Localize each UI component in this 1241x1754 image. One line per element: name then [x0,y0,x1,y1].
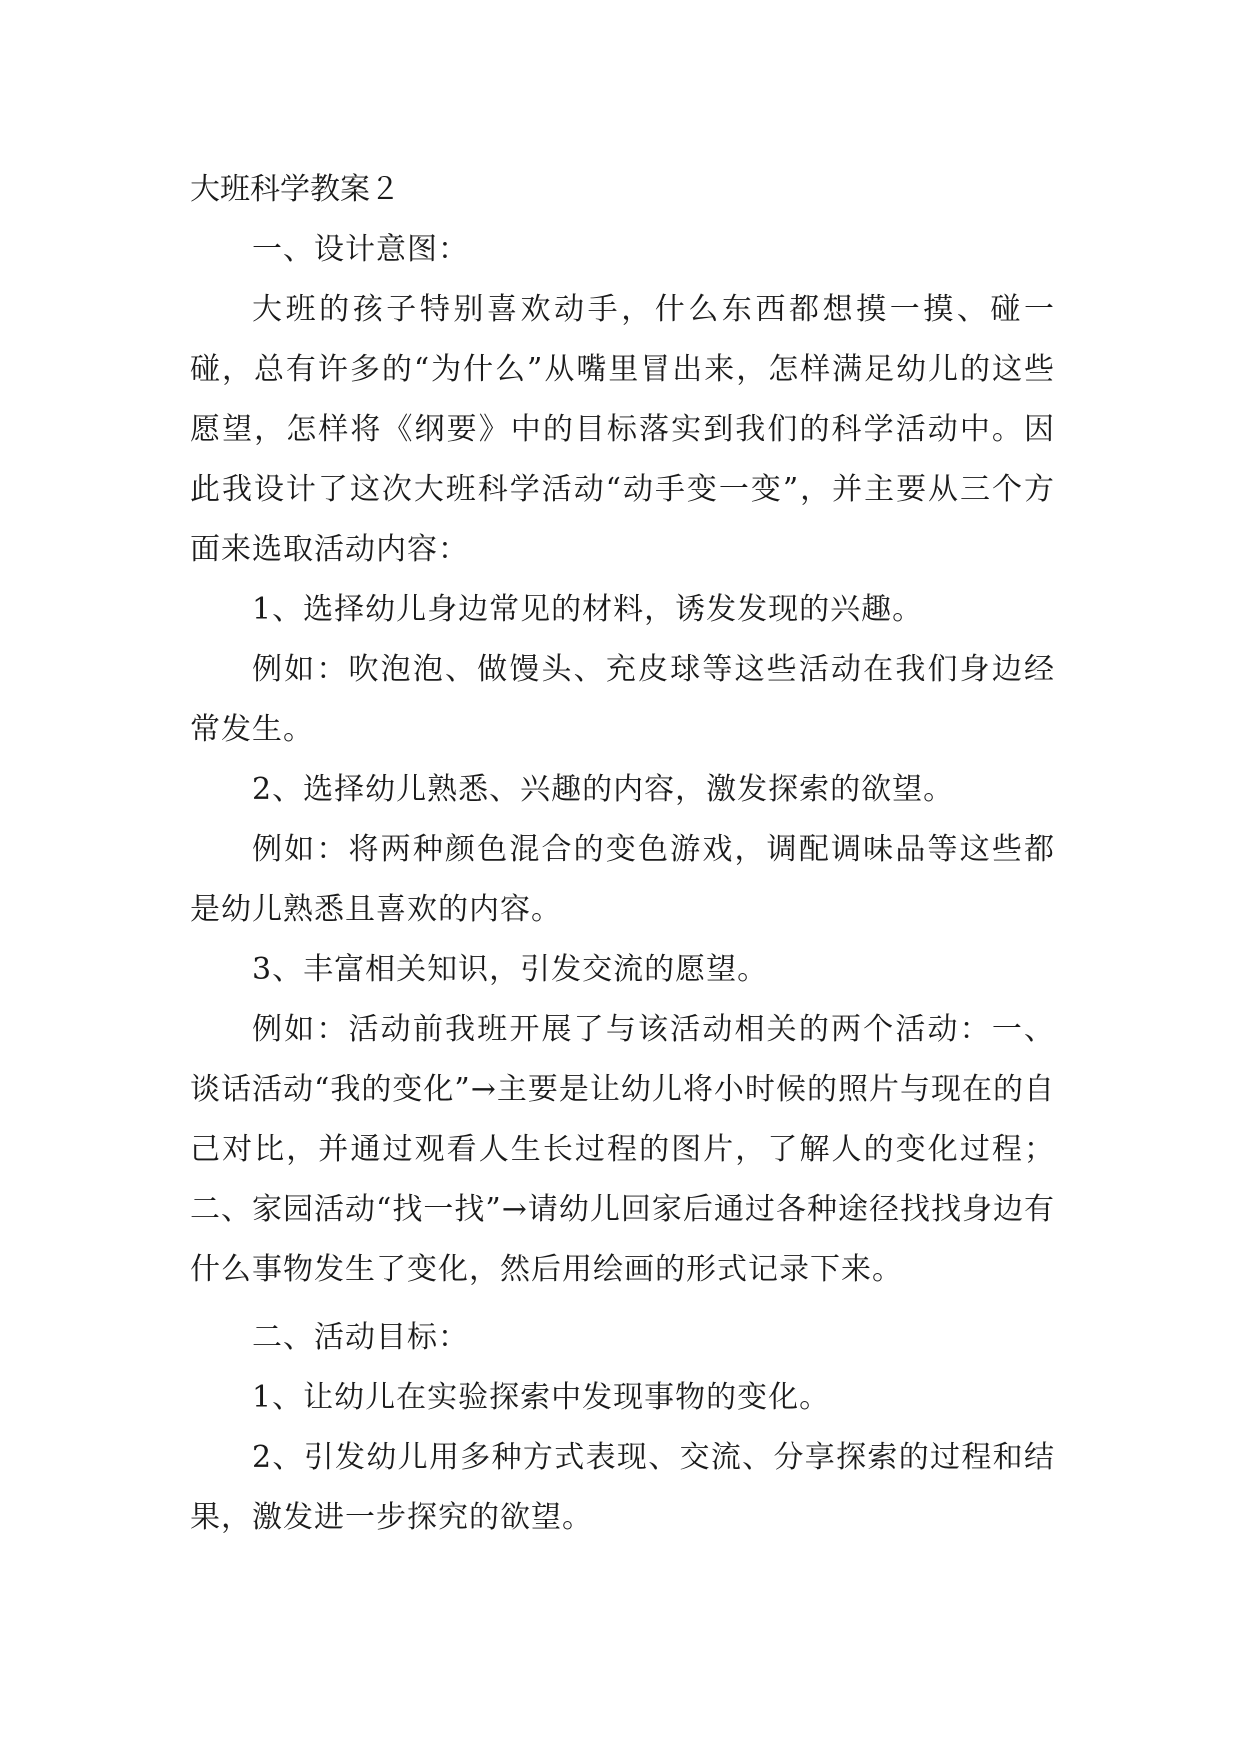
paragraph-design-intent: 大班的孩子特别喜欢动手，什么东西都想摸一摸、碰一碰，总有许多的“为什么”从嘴里冒出来，怎样满足幼儿的这些愿望，怎样将《纲要》中的目标落实到我们的科学活动中。因此我设计了这次大班科学活动“动手变一变”，并主要从三个方面来选取活动内容： [190,292,1055,567]
document-body [190,160,1055,1548]
section-heading-design-intent: 一、设计意图： [252,232,469,267]
paragraph-example-1: 例如：吹泡泡、做馒头、充皮球等这些活动在我们身边经常发生。 [190,652,1055,747]
list-item-point-2: 2、选择幼儿熟悉、兴趣的内容，激发探索的欲望。 [252,772,955,807]
paragraph-example-3: 例如：活动前我班开展了与该活动相关的两个活动：一、谈话活动“我的变化”→主要是让幼儿将小时候的照片与现在的自己对比，并通过观看人生长过程的图片，了解人的变化过程；二、家园活动“找一找”→请幼儿回家后通过各种途径找找身边有什么事物发生了变化，然后用绘画的形式记录下来。 [190,1012,1055,1287]
section-heading-activity-goals: 二、活动目标： [252,1320,469,1355]
list-item-point-3: 3、丰富相关知识，引发交流的愿望。 [252,952,769,987]
paragraph-example-2: 例如：将两种颜色混合的变色游戏，调配调味品等这些都是幼儿熟悉且喜欢的内容。 [190,832,1055,927]
list-item-goal-1: 1、让幼儿在实验探索中发现事物的变化。 [252,1380,831,1415]
document-title: 大班科学教案２ [190,172,400,207]
list-item-point-1: 1、选择幼儿身边常见的材料，诱发发现的兴趣。 [252,592,924,627]
list-item-goal-2: 2、引发幼儿用多种方式表现、交流、分享探索的过程和结果，激发进一步探究的欲望。 [190,1440,1055,1535]
